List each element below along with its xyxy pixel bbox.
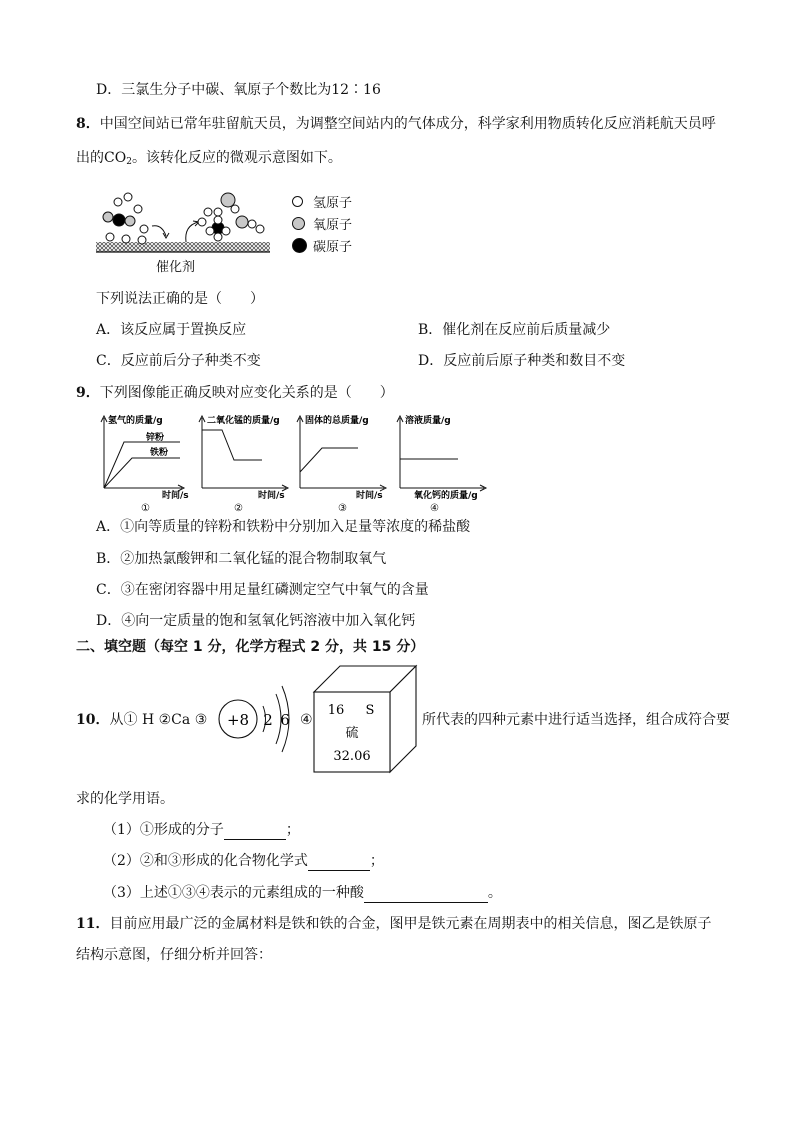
- q10-part-1-end: ；: [285, 822, 300, 838]
- q8-stem-line2: [76, 148, 342, 172]
- q10-part-3-end: 。: [487, 885, 502, 901]
- graph-3-ylabel: 固体的总质量/g: [305, 416, 369, 426]
- hydrogen-atom: [222, 227, 230, 235]
- q8-option-a: A．该反应属于置换反应: [96, 322, 247, 338]
- legend-label-oxygen: 氧原子: [313, 217, 353, 233]
- hydrogen-atom: [206, 227, 214, 235]
- element-atomic-number: 16: [327, 703, 345, 718]
- q10-calcium: Ca: [171, 712, 191, 728]
- legend-label-hydrogen: 氢原子: [313, 195, 353, 211]
- oxygen-atom-icon: [292, 217, 305, 230]
- carbon-atom-icon: [292, 238, 307, 253]
- hydrogen-atom: [248, 220, 256, 228]
- hydrogen-atom: [204, 208, 212, 216]
- hydrogen-atom: [140, 225, 148, 233]
- q8-co2-subscript: 2: [126, 157, 132, 167]
- q10-part-1-label: （1）①形成的分子: [103, 822, 224, 838]
- q10-part-2-end: ；: [369, 853, 384, 869]
- oxygen-atom: [236, 216, 248, 228]
- q11-line1-text: 目前应用最广泛的金属材料是铁和铁的合金，图甲是铁元素在周期表中的相关信息，图乙是铁原子: [109, 916, 712, 932]
- oxygen-atom-structure: [216, 684, 300, 754]
- q9-stem-text: 下列图像能正确反映对应变化关系的是（ ）: [99, 385, 394, 401]
- catalyst-surface: [96, 242, 270, 252]
- graph-1-series-iron: 铁粉: [150, 448, 169, 458]
- q9-stem: [76, 383, 394, 403]
- element-atomic-mass: 32.06: [333, 749, 371, 764]
- q8-number: 8．: [76, 116, 100, 132]
- shell-2-electrons: 6: [280, 711, 290, 729]
- hydrogen-atom: [138, 236, 146, 244]
- graph-4-ylabel: 溶液质量/g: [405, 416, 451, 426]
- graph-1-ylabel: 氢气的质量/g: [108, 416, 163, 426]
- hydrogen-atom: [106, 233, 114, 241]
- hydrogen-atom: [256, 225, 264, 233]
- hydrogen-atom: [122, 235, 130, 243]
- legend-item: [292, 212, 352, 234]
- nucleus-charge: +8: [226, 711, 250, 729]
- q11-stem-line2: 结构示意图，仔细分析并回答：: [76, 947, 272, 963]
- graph-4-xlabel: 氧化钙的质量/g: [414, 491, 478, 501]
- q10-mark-3: ③: [194, 712, 208, 728]
- hydrogen-atom: [231, 205, 239, 213]
- hydrogen-atom: [134, 205, 142, 213]
- q9-option-b: B．②加热氯酸钾和二氧化锰的混合物制取氧气: [96, 551, 387, 567]
- graph-4: [397, 414, 486, 514]
- q10-mark-2: ②: [158, 712, 172, 728]
- sulfur-element-cube: [312, 664, 418, 774]
- hydrogen-atom: [214, 233, 222, 241]
- q8-co2-text: 出的CO: [76, 150, 127, 166]
- hydrogen-atom: [214, 216, 222, 224]
- hydrogen-atom: [214, 208, 222, 216]
- q11-stem-line1: [76, 914, 711, 934]
- q9-option-d: D．④向一定质量的饱和氢氧化钙溶液中加入氧化钙: [96, 613, 416, 629]
- graph-3-xlabel: 时间/s: [356, 491, 383, 501]
- q7-option-d: D．三氯生分子中碳、氧原子个数比为12∶16: [96, 82, 381, 98]
- q8-option-d: D．反应前后原子种类和数目不变: [418, 353, 626, 369]
- catalyst-label: 催化剂: [156, 260, 196, 275]
- graph-1-xlabel: 时间/s: [162, 491, 189, 501]
- q10-number: 10．: [76, 712, 110, 728]
- hydrogen-atom: [124, 193, 132, 201]
- carbon-atom: [113, 214, 125, 226]
- graph-1: [101, 414, 189, 514]
- graph-2-index: ②: [234, 503, 243, 514]
- hydrogen-atom: [114, 198, 122, 206]
- graph-3: [297, 414, 386, 514]
- graph-2-xlabel: 时间/s: [258, 491, 285, 501]
- q10-part-2: [103, 851, 384, 871]
- q9-option-a: A．①向等质量的锌粉和铁粉中分别加入足量等浓度的稀盐酸: [96, 519, 471, 535]
- answer-blank[interactable]: [224, 823, 286, 840]
- q10-stem-line2: 求的化学用语。: [76, 791, 174, 807]
- legend-label-carbon: 碳原子: [313, 239, 353, 255]
- q9-number: 9．: [76, 385, 100, 401]
- q10-hydrogen: H: [141, 712, 155, 728]
- oxygen-atom: [221, 193, 235, 207]
- graph-1-series-zinc: 锌粉: [146, 433, 165, 443]
- graph-2-ylabel: 二氧化锰的质量/g: [207, 416, 280, 426]
- oxygen-atom: [103, 212, 113, 222]
- q8-question: 下列说法正确的是（ ）: [96, 291, 264, 307]
- hydrogen-atom: [198, 218, 206, 226]
- q11-number: 11．: [76, 916, 110, 932]
- answer-blank[interactable]: [308, 854, 370, 871]
- graph-3-index: ③: [338, 503, 347, 514]
- q10-part-3: [103, 883, 502, 903]
- q8-option-b: B．催化剂在反应前后质量减少: [418, 322, 611, 338]
- q8-stem-end: 。该转化反应的微观示意图如下。: [131, 150, 342, 166]
- q8-stem-line1: [76, 114, 716, 134]
- q9-graphs: [96, 410, 496, 516]
- q8-legend: [292, 190, 352, 256]
- legend-item: [292, 234, 352, 256]
- q10-mark-4: ④: [300, 712, 313, 728]
- graph-4-index: ④: [430, 503, 439, 514]
- section-2-title: 二、填空题（每空 1 分，化学方程式 2 分，共 15 分）: [76, 639, 425, 655]
- element-name: 硫: [345, 726, 359, 741]
- graph-1-line-zinc: [104, 442, 180, 488]
- answer-blank[interactable]: [364, 886, 488, 903]
- q8-option-c: C．反应前后分子种类不变: [96, 353, 261, 369]
- graph-2-line: [202, 430, 262, 460]
- element-symbol: S: [365, 703, 375, 718]
- legend-item: [292, 190, 352, 212]
- q10-pre: 从①: [109, 712, 138, 728]
- hydrogen-atom-icon: [292, 196, 303, 207]
- graph-1-index: ①: [141, 503, 150, 514]
- q10-lead: [76, 710, 207, 730]
- oxygen-atom: [125, 216, 135, 226]
- q8-stem-text: 中国空间站已常年驻留航天员，为调整空间站内的气体成分，科学家利用物质转化反应消耗航天员呼: [99, 116, 716, 132]
- q9-option-c: C．③在密闭容器中用足量红磷测定空气中氧气的含量: [96, 582, 429, 598]
- q10-stem-post: 所代表的四种元素中进行适当选择，组合成符合要: [422, 712, 730, 728]
- q10-part-2-label: （2）②和③形成的化合物化学式: [103, 853, 308, 869]
- shell-1-electrons: 2: [263, 711, 273, 729]
- graph-3-line: [300, 448, 358, 472]
- q10-part-3-label: （3）上述①③④表示的元素组成的一种酸: [103, 885, 364, 901]
- q10-part-1: [103, 820, 300, 840]
- graph-2: [199, 414, 288, 514]
